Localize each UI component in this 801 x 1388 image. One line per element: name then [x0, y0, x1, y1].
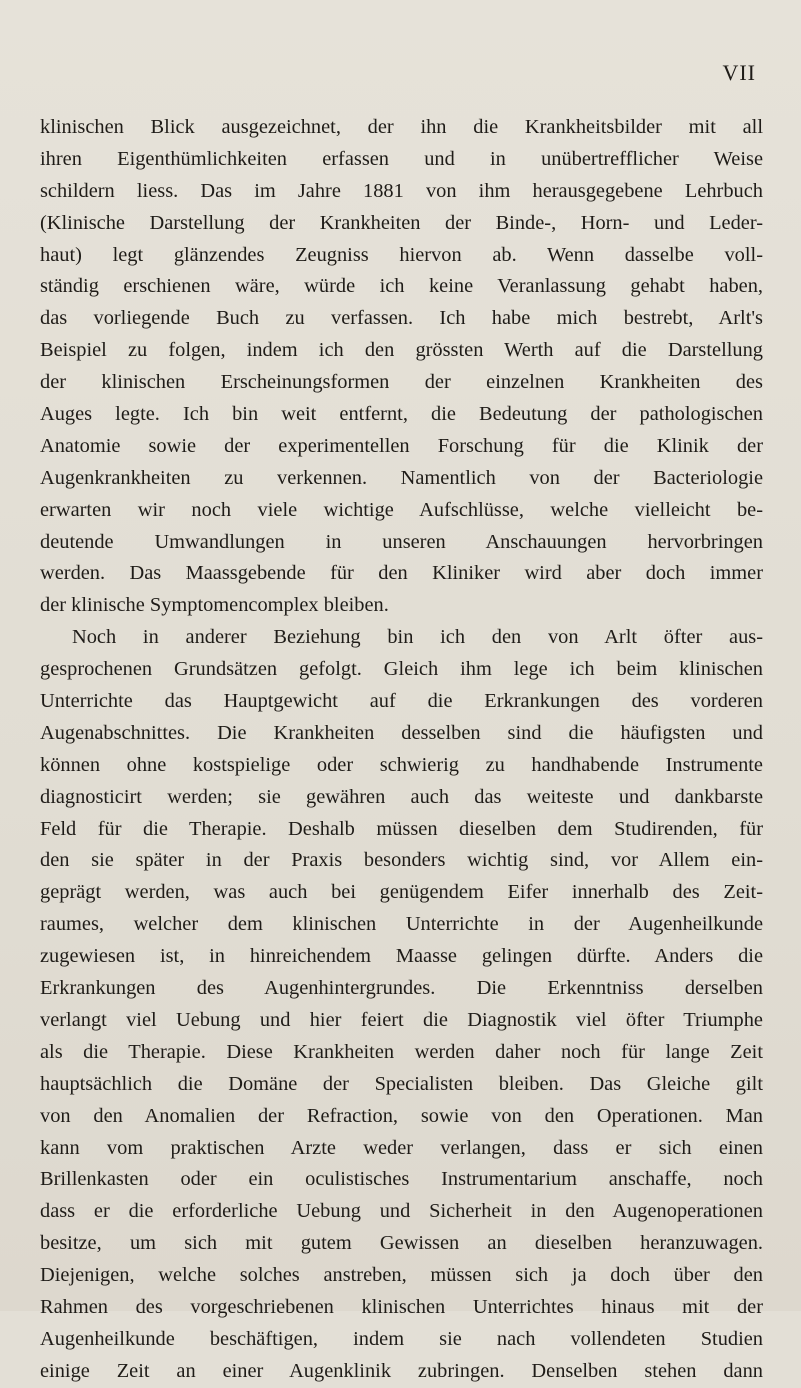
text-line: von den Anomalien der Refraction, sowie von den Operationen. Man [40, 1104, 763, 1127]
text-line: schildern liess. Das im Jahre 1881 von ihm herausgegebene Lehrbuch [40, 179, 763, 202]
text-line: diagnosticirt werden; sie gewähren auch das weiteste und dankbarste [40, 785, 763, 808]
text-line: besitze, um sich mit gutem Gewissen an dieselben heranzuwagen. [40, 1232, 763, 1255]
text-line: gesprochenen Grundsätzen gefolgt. Gleich ihm lege ich beim klinischen [40, 658, 763, 681]
page-number: VII [722, 60, 756, 85]
text-line: den sie später in der Praxis besonders wichtig sind, vor Allem ein- [40, 849, 763, 872]
text-line: werden. Das Maassgebende für den Kliniker wird aber doch immer [40, 562, 763, 585]
text-line: einige Zeit an einer Augenklinik zubringen. Denselben stehen dann [40, 1359, 763, 1382]
text-line: das vorliegende Buch zu verfassen. Ich habe mich bestrebt, Arlt's [40, 307, 763, 330]
text-line: Noch in anderer Beziehung bin ich den von Arlt öfter aus- [72, 626, 763, 649]
text-line: der klinischen Erscheinungsformen der einzelnen Krankheiten des [40, 371, 763, 394]
text-line: Feld für die Therapie. Deshalb müssen dieselben dem Studirenden, für [40, 817, 763, 840]
text-line: Auges legte. Ich bin weit entfernt, die Bedeutung der pathologischen [40, 403, 763, 426]
text-line: der klinische Symptomencomplex bleiben. [40, 594, 389, 617]
text-line: verlangt viel Uebung und hier feiert die Diagnostik viel öfter Triumphe [40, 1008, 763, 1031]
text-line: kann vom praktischen Arzte weder verlangen, dass er sich einen [40, 1136, 763, 1159]
text-line: ihren Eigenthümlichkeiten erfassen und in unübertrefflicher Weise [40, 147, 763, 170]
text-line: Unterrichte das Hauptgewicht auf die Erkrankungen des vorderen [40, 690, 763, 713]
text-line: zugewiesen ist, in hinreichendem Maasse gelingen dürfte. Anders die [40, 945, 763, 968]
text-line: Anatomie sowie der experimentellen Forschung für die Klinik der [40, 434, 763, 457]
text-line: (Klinische Darstellung der Krankheiten der Binde-, Horn- und Leder- [40, 211, 763, 234]
text-line: raumes, welcher dem klinischen Unterrichte in der Augenheilkunde [40, 913, 763, 936]
text-line: Augenheilkunde beschäftigen, indem sie nach vollendeten Studien [40, 1327, 763, 1350]
text-line: geprägt werden, was auch bei genügendem Eifer innerhalb des Zeit- [40, 881, 763, 904]
text-line: können ohne kostspielige oder schwierig zu handhabende Instrumente [40, 753, 763, 776]
text-line: Augenkrankheiten zu verkennen. Namentlich von der Bacteriologie [40, 466, 763, 489]
text-line: als die Therapie. Diese Krankheiten werden daher noch für lange Zeit [40, 1040, 763, 1063]
text-line: Erkrankungen des Augenhintergrundes. Die Erkenntniss derselben [40, 977, 763, 1000]
text-line: ständig erschienen wäre, würde ich keine Veranlassung gehabt haben, [40, 275, 763, 298]
text-line: Beispiel zu folgen, indem ich den grössten Werth auf die Darstellung [40, 339, 763, 362]
text-line: klinischen Blick ausgezeichnet, der ihn die Krankheitsbilder mit all [40, 116, 763, 138]
text-line: erwarten wir noch viele wichtige Aufschlüsse, welche vielleicht be- [40, 498, 763, 521]
text-line: dass er die erforderliche Uebung und Sicherheit in den Augenoperationen [40, 1200, 763, 1223]
text-line: deutende Umwandlungen in unseren Anschauungen hervorbringen [40, 530, 763, 553]
text-line: Diejenigen, welche solches anstreben, müssen sich ja doch über den [40, 1264, 763, 1287]
body-text [40, 112, 763, 1388]
text-line: haut) legt glänzendes Zeugniss hiervon ab. Wenn dasselbe voll- [40, 243, 763, 266]
text-line: Rahmen des vorgeschriebenen klinischen Unterrichtes hinaus mit der [40, 1295, 763, 1318]
text-line: Brillenkasten oder ein oculistisches Instrumentarium anschaffe, noch [40, 1168, 763, 1191]
text-line: hauptsächlich die Domäne der Specialisten bleiben. Das Gleiche gilt [40, 1072, 763, 1095]
text-line: Augenabschnittes. Die Krankheiten desselben sind die häufigsten und [40, 721, 763, 744]
